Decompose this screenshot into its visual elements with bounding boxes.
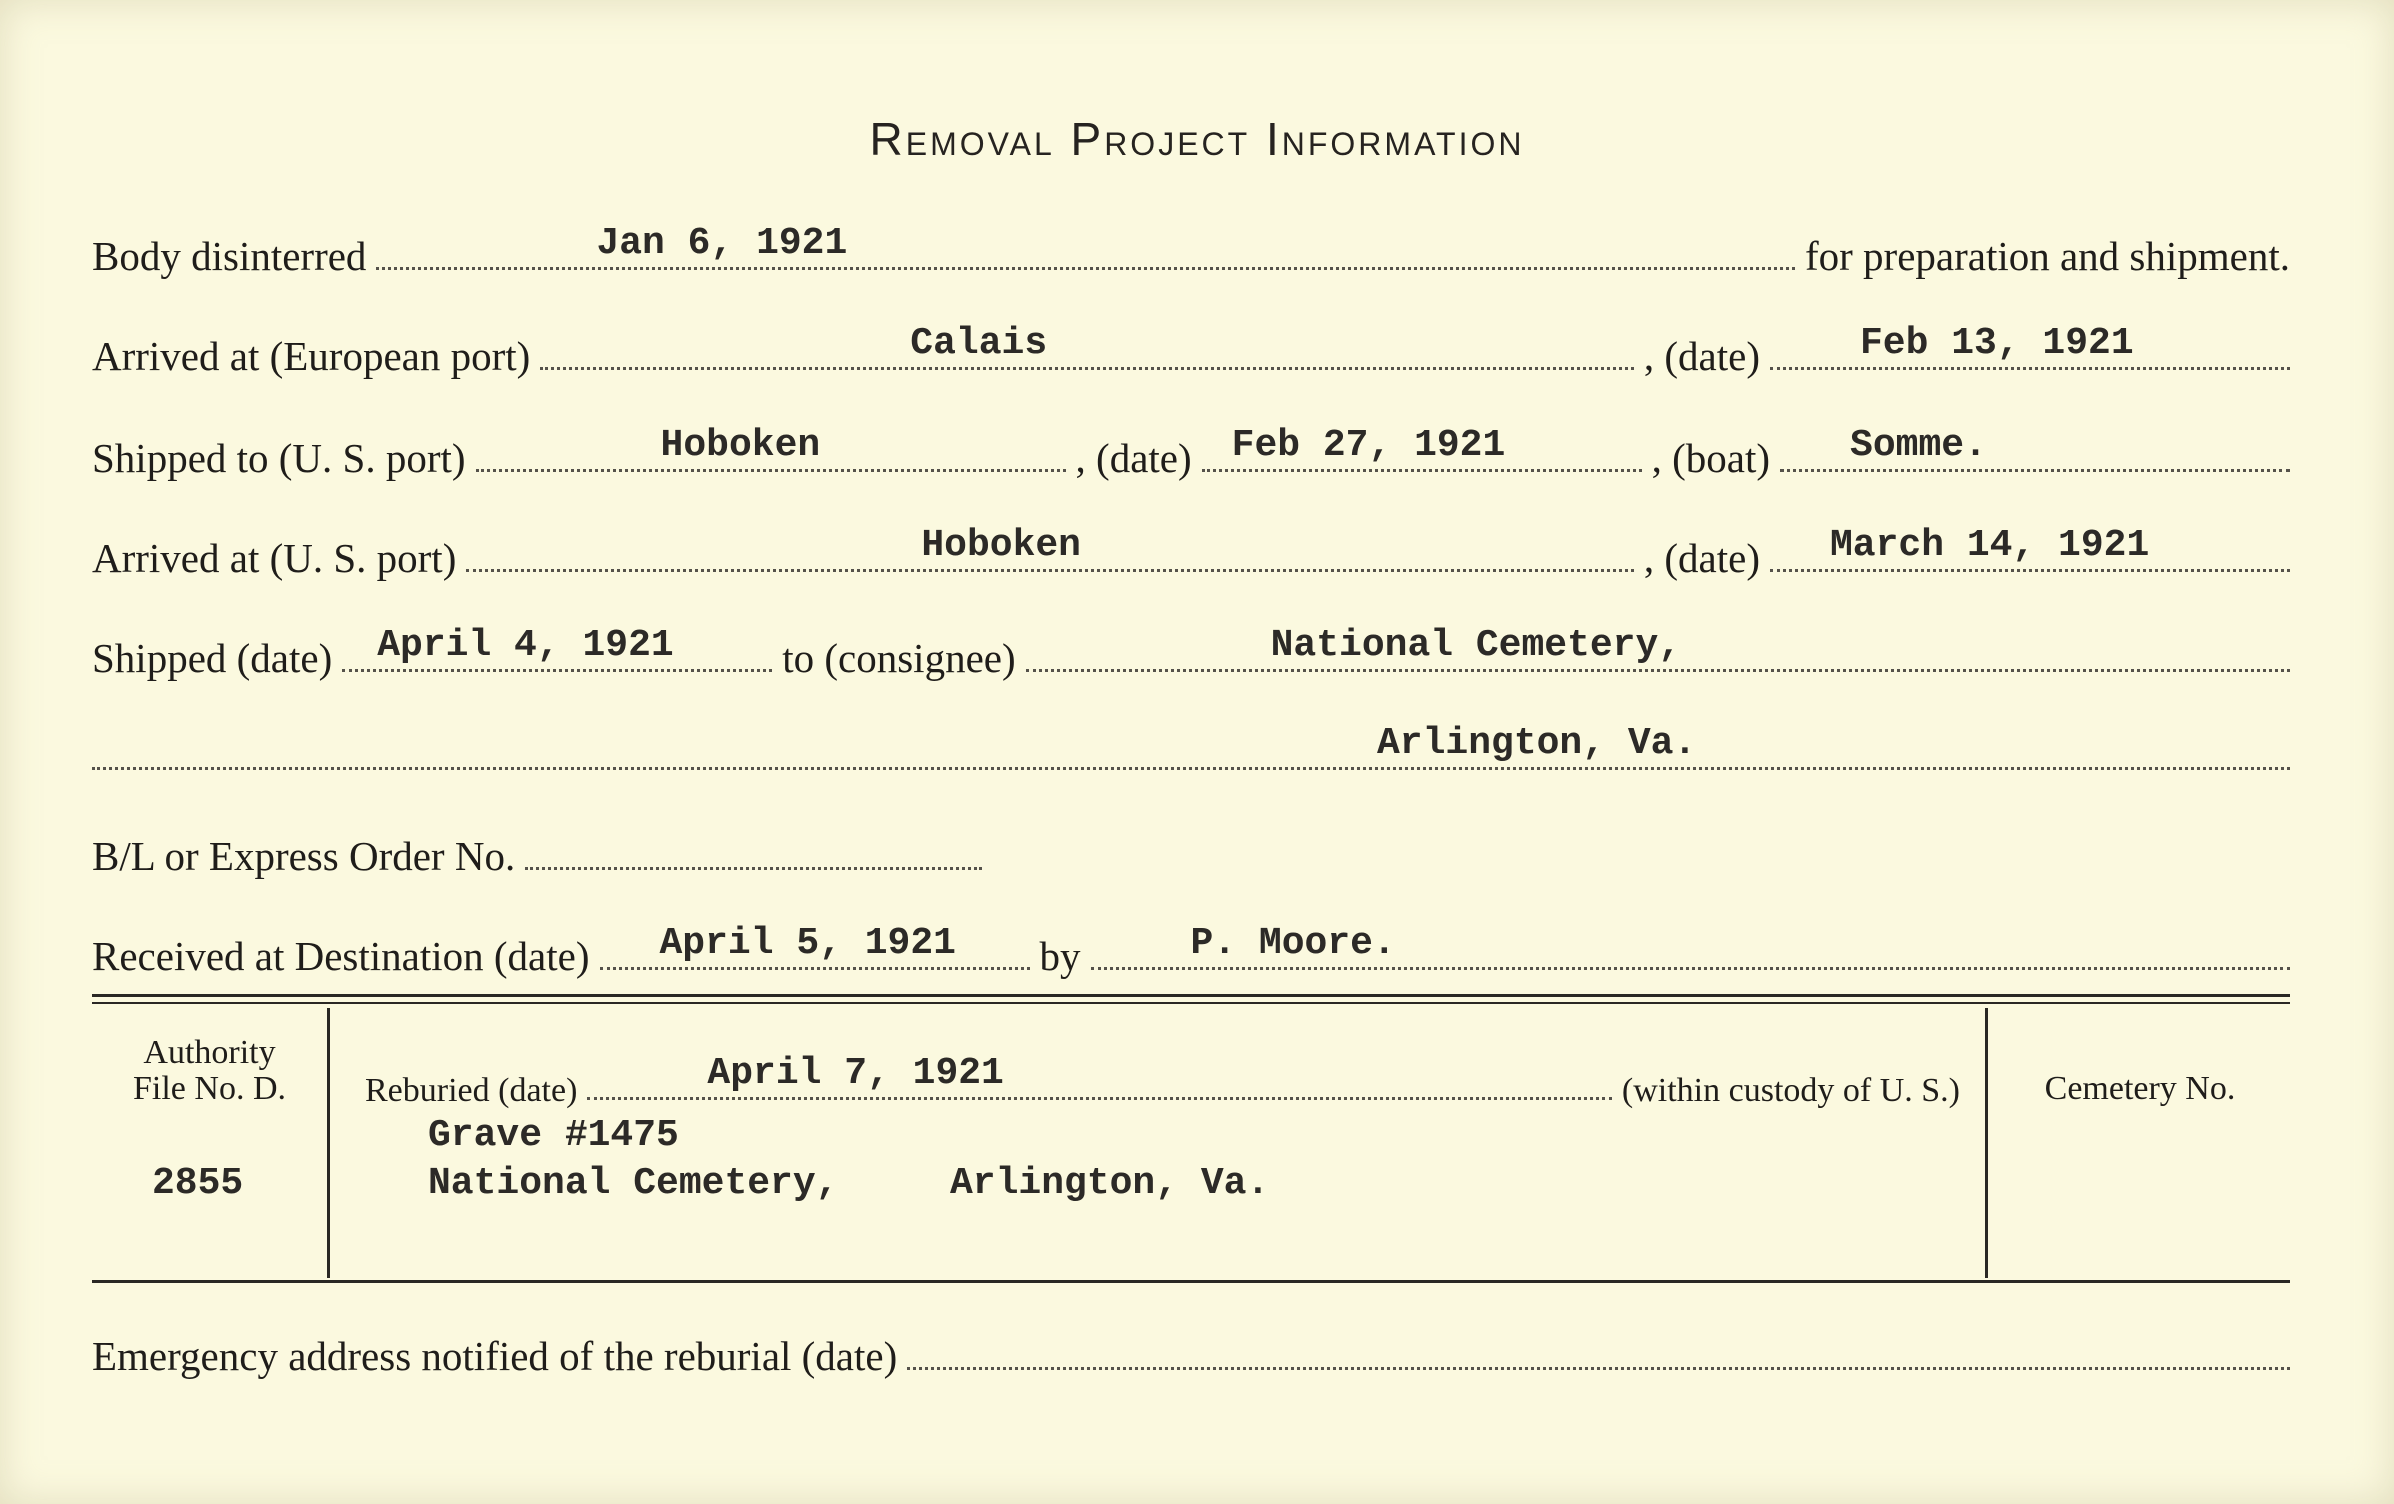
reburied-grave: Grave #1475 xyxy=(428,1114,679,1157)
arrived-european-field[interactable] xyxy=(540,307,1634,370)
shipped-us-date-field[interactable] xyxy=(1202,409,1642,472)
arrived-european-date-field[interactable] xyxy=(1770,307,2290,370)
authority-label-line1: Authority xyxy=(143,1034,276,1071)
consignee-line2-field[interactable] xyxy=(92,707,2290,770)
received-label: Received at Destination (date) xyxy=(92,933,590,979)
body-disinterred-field[interactable] xyxy=(376,207,1795,270)
box-divider-left xyxy=(327,1008,330,1278)
authority-label-line2: File No. D. xyxy=(133,1070,286,1107)
arrived-european-date: Feb 13, 1921 xyxy=(1860,322,2134,365)
reburied-label: Reburied (date) xyxy=(365,1072,578,1109)
reburied-place-city: Arlington, Va. xyxy=(950,1162,1270,1205)
arrived-us-date-label: , (date) xyxy=(1643,535,1760,581)
received-by-label: by xyxy=(1039,933,1081,979)
shipped-us-date: Feb 27, 1921 xyxy=(1231,424,1506,467)
shipped-us-boat-label: , (boat) xyxy=(1651,435,1771,481)
row-emergency xyxy=(92,1322,2290,1382)
reburied-suffix: (within custody of U. S.) xyxy=(1621,1072,1960,1109)
body-disinterred-suffix: for preparation and shipment. xyxy=(1804,233,2290,279)
shipped-us-boat: Somme. xyxy=(1850,424,1987,467)
consignee-label: to (consignee) xyxy=(782,635,1016,681)
row-body-disinterred xyxy=(92,222,2290,282)
consignee-field[interactable] xyxy=(1026,609,2290,672)
authority-file-no: 2855 xyxy=(152,1162,244,1205)
emergency-date-field[interactable] xyxy=(907,1307,2290,1370)
shipped-date-field[interactable] xyxy=(342,609,772,672)
body-disinterred-value: Jan 6, 1921 xyxy=(596,222,848,265)
received-by: P. Moore. xyxy=(1190,922,1396,965)
shipped-us-field[interactable] xyxy=(476,409,1066,472)
received-date-field[interactable] xyxy=(600,907,1030,970)
arrived-us-label: Arrived at (U. S. port) xyxy=(92,535,457,581)
reburied-date-field[interactable] xyxy=(587,1037,1612,1100)
row-received xyxy=(92,922,2290,982)
row-arrived-us xyxy=(92,524,2290,584)
shipped-us-value: Hoboken xyxy=(660,424,821,467)
reburied-date: April 7, 1921 xyxy=(707,1052,1004,1095)
row-reburied xyxy=(365,1052,1960,1112)
body-disinterred-label: Body disinterred xyxy=(92,233,367,279)
row-bl-order xyxy=(92,822,992,882)
box-divider-right xyxy=(1985,1008,1988,1278)
emergency-label: Emergency address notified of the reburial (date) xyxy=(92,1333,898,1379)
row-arrived-european xyxy=(92,322,2290,382)
consignee-value: National Cemetery, xyxy=(1270,624,1682,667)
bl-order-label: B/L or Express Order No. xyxy=(92,833,516,879)
reburied-place: National Cemetery, xyxy=(428,1162,839,1205)
arrived-us-date-field[interactable] xyxy=(1770,509,2290,572)
authority-label xyxy=(92,1035,327,1107)
box-bottom-rule xyxy=(92,1280,2290,1283)
double-rule-bottom xyxy=(92,1002,2290,1004)
shipped-date: April 4, 1921 xyxy=(377,624,674,667)
arrived-european-value: Calais xyxy=(910,322,1048,365)
shipped-label: Shipped (date) xyxy=(92,635,333,681)
row-consignee-line2 xyxy=(92,722,2290,782)
row-shipped-us xyxy=(92,424,2290,484)
arrived-us-date: March 14, 1921 xyxy=(1830,524,2150,567)
cemetery-no-label: Cemetery No. xyxy=(2044,1070,2236,1107)
page-title: Removal Project Information xyxy=(869,113,1525,165)
row-shipped xyxy=(92,624,2290,684)
shipped-us-label: Shipped to (U. S. port) xyxy=(92,435,466,481)
arrived-us-field[interactable] xyxy=(466,509,1634,572)
double-rule-top xyxy=(92,994,2290,997)
received-by-field[interactable] xyxy=(1091,907,2291,970)
received-date: April 5, 1921 xyxy=(659,922,956,965)
shipped-us-boat-field[interactable] xyxy=(1780,409,2290,472)
consignee-line2-value: Arlington, Va. xyxy=(1377,722,1697,765)
arrived-european-date-label: , (date) xyxy=(1643,333,1760,379)
bl-order-field[interactable] xyxy=(525,807,982,870)
shipped-us-date-label: , (date) xyxy=(1075,435,1192,481)
arrived-european-label: Arrived at (European port) xyxy=(92,333,531,379)
arrived-us-value: Hoboken xyxy=(921,524,1081,567)
